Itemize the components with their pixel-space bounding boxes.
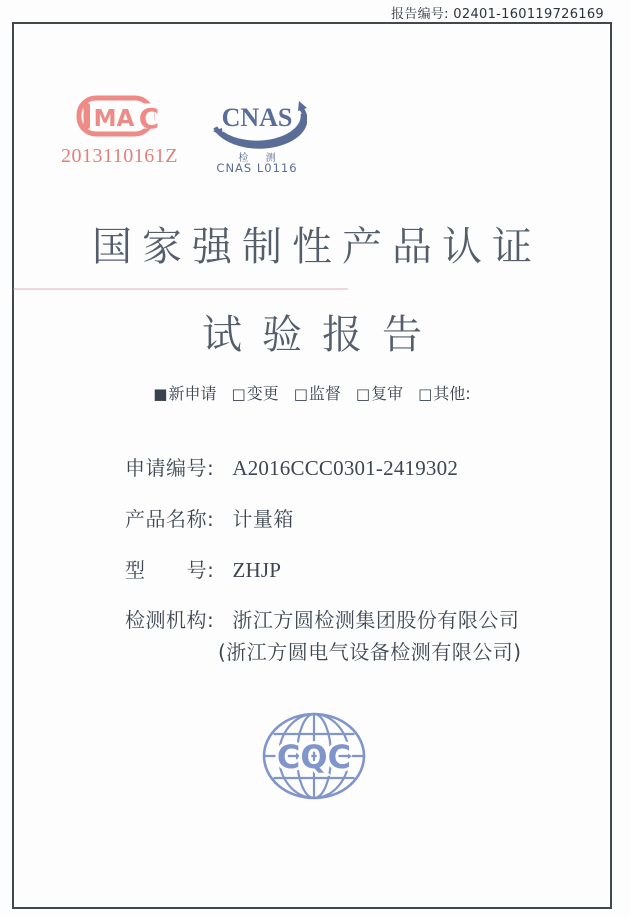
- option-label: 其他:: [433, 384, 471, 403]
- report-number-value: 02401-160119726169: [453, 7, 604, 22]
- application-type-option-change: [232, 381, 279, 404]
- field-label: 检测机构:: [125, 608, 215, 632]
- cnas-category-label: 检 测: [238, 153, 283, 164]
- option-label: 新申请: [168, 384, 217, 403]
- cqc-logo-icon: [261, 710, 367, 802]
- option-label: 复审: [371, 384, 404, 403]
- field-model: [125, 554, 281, 583]
- document-title-line2: 试验报告: [202, 312, 442, 358]
- checkbox-empty-icon: □: [355, 385, 371, 403]
- cnas-accreditation-code: CNAS L0116: [216, 161, 298, 175]
- cma-ma-text: MA: [93, 106, 135, 132]
- application-type-row: [12, 381, 612, 404]
- application-type-option-other: [418, 381, 471, 404]
- cnas-logo-icon: [207, 85, 307, 149]
- field-testing-organization: [125, 604, 519, 633]
- option-label: 监督: [308, 384, 341, 403]
- field-testing-organization-line2: (浙江方圆电气设备检测有限公司): [218, 640, 522, 664]
- checkbox-empty-icon: □: [231, 385, 246, 403]
- field-label: 型 号:: [125, 558, 215, 582]
- scan-artifact-line: [13, 288, 348, 290]
- field-application-number: [125, 452, 458, 481]
- cqc-text: CQC: [276, 738, 352, 776]
- checkbox-empty-icon: □: [293, 385, 308, 403]
- application-type-option-new: [153, 381, 216, 404]
- report-number-label: 报告编号:: [390, 7, 449, 22]
- option-label: 变更: [246, 384, 279, 403]
- application-type-option-review: [356, 381, 403, 404]
- field-product-name: [125, 503, 294, 532]
- field-value: 计量箱: [232, 507, 294, 531]
- cma-c-text: C: [138, 102, 160, 135]
- cma-certificate-number: 2013110161Z: [61, 145, 178, 167]
- report-number: [391, 3, 604, 22]
- field-value: ZHJP: [232, 558, 282, 582]
- field-label: 申请编号:: [125, 456, 215, 480]
- field-label: 产品名称:: [125, 507, 215, 531]
- cma-logo-icon: [76, 94, 164, 140]
- application-type-option-supervision: [294, 381, 341, 404]
- checkbox-filled-icon: ■: [153, 385, 168, 403]
- checkbox-empty-icon: □: [418, 385, 433, 403]
- field-value: 浙江方圆检测集团股份有限公司: [232, 608, 520, 632]
- cnas-text: CNAS: [221, 103, 293, 132]
- document-title-line1: 国家强制性产品认证: [92, 224, 542, 270]
- field-value: A2016CCC0301-2419302: [232, 456, 459, 480]
